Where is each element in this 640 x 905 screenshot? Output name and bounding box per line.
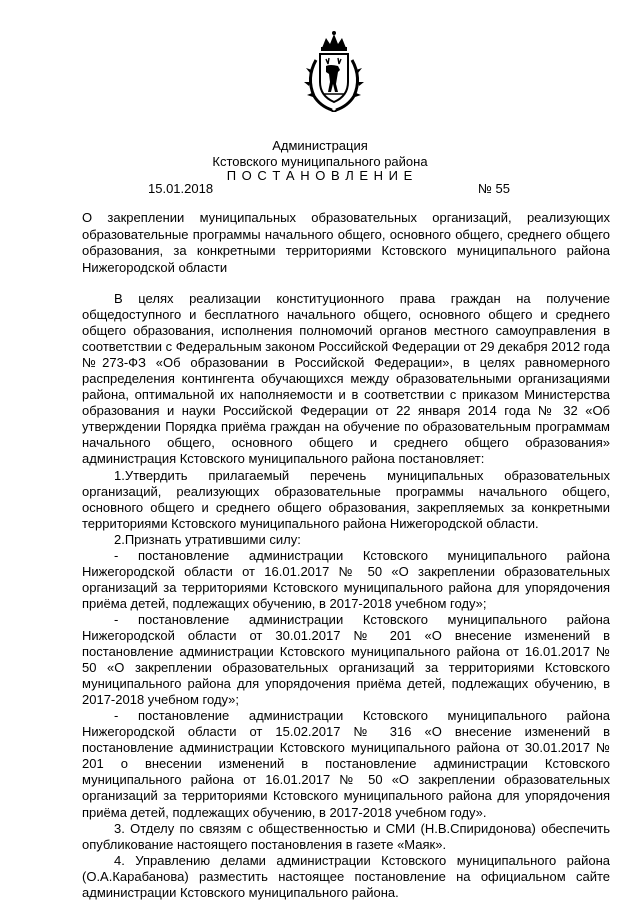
document-date: 15.01.2018 (148, 181, 214, 196)
clause-2-item-1: - постановление администрации Кстовского муниципального района Нижегородской области от 16.01.2017 № 50 «О закреплении образовательных организаций за территориями Кстовского муниципального района для упорядочения приёма детей, подлежащих обучению, в 2017-2018 учебном году»; (82, 547, 610, 611)
district-name: Кстовского муниципального района (212, 154, 428, 169)
document-body (82, 291, 610, 901)
clause-1: 1.Утвердить прилагаемый перечень муниципальных образовательных организаций, реализующих образовательные программы начального общего, основного общего и среднего общего образования, закрепляемых за конкретными территориями Кстовского муниципального района Нижегородской области. (82, 467, 610, 531)
clause-3: 3. Отделу по связям с общественностью и СМИ (Н.В.Спиридонова) обеспечить опубликование настоящего постановления в газете «Маяк». (82, 820, 610, 852)
org-name: Администрация (272, 138, 368, 153)
clause-2-item-2: - постановление администрации Кстовского муниципального района Нижегородской области от 30.01.2017 № 201 «О внесение изменений в постановление администрации Кстовского муниципального района от 16.01.2017 № 50 «О закреплении образовательных организаций за территориями Кстовского муниципального района для упорядочения приёма детей, подлежащих обучению, в 2017-2018 учебном году»; (82, 611, 610, 708)
document-number: № 55 (478, 181, 511, 196)
preamble-paragraph: В целях реализации конституционного права граждан на получение общедоступного и бесплатного начального общего, основного общего и среднего общего образования, исполнения полномочий органов местного самоуправления в соответствии с Федеральным законом Российской Федерации от 29 декабря 2012 года №273-ФЗ «Об образовании в Российской Федерации», в целях равномерного распределения контингента обучающихся между образовательными организациями района, оптимальной их наполняемости и в соответствии с приказом Министерства образования и науки Российской Федерации от 22 января 2014 года № 32 «Об утверждении Порядка приёма граждан на обучение по образовательным программам начального общего, основного общего и среднего общего образования» администрация Кстовского муниципального района постановляет: (82, 291, 610, 467)
clause-2-item-3: - постановление администрации Кстовского муниципального района Нижегородской области от 15.02.2017 № 316 «О внесение изменений в постановление администрации Кстовского муниципального района от 30.01.2017 № 201 о внесении изменений в постановление администрации Кстовского муниципального района от 16.01.2017 № 50 «О закреплении образовательных организаций за территориями Кстовского муниципального района для упорядочения приёма детей, подлежащих обучению, в 2017-2018 учебном году». (82, 708, 610, 820)
coat-of-arms-emblem (302, 30, 366, 112)
clause-2: 2.Признать утратившими силу: (114, 531, 301, 547)
clause-4: 4. Управлению делами администрации Кстовского муниципального района (О.А.Карабанова) разместить настоящее постановление на официальном сайте администрации Кстовского муниципального района. (82, 852, 610, 900)
document-title: О закреплении муниципальных образовательных организаций, реализующих образовательные программы начального общего, основного общего, среднего общего образования, за конкретными территориями Кстовского муниципального района Нижегородской области (82, 210, 610, 275)
document-type: П О С Т А Н О В Л Е Н И Е (226, 168, 414, 183)
